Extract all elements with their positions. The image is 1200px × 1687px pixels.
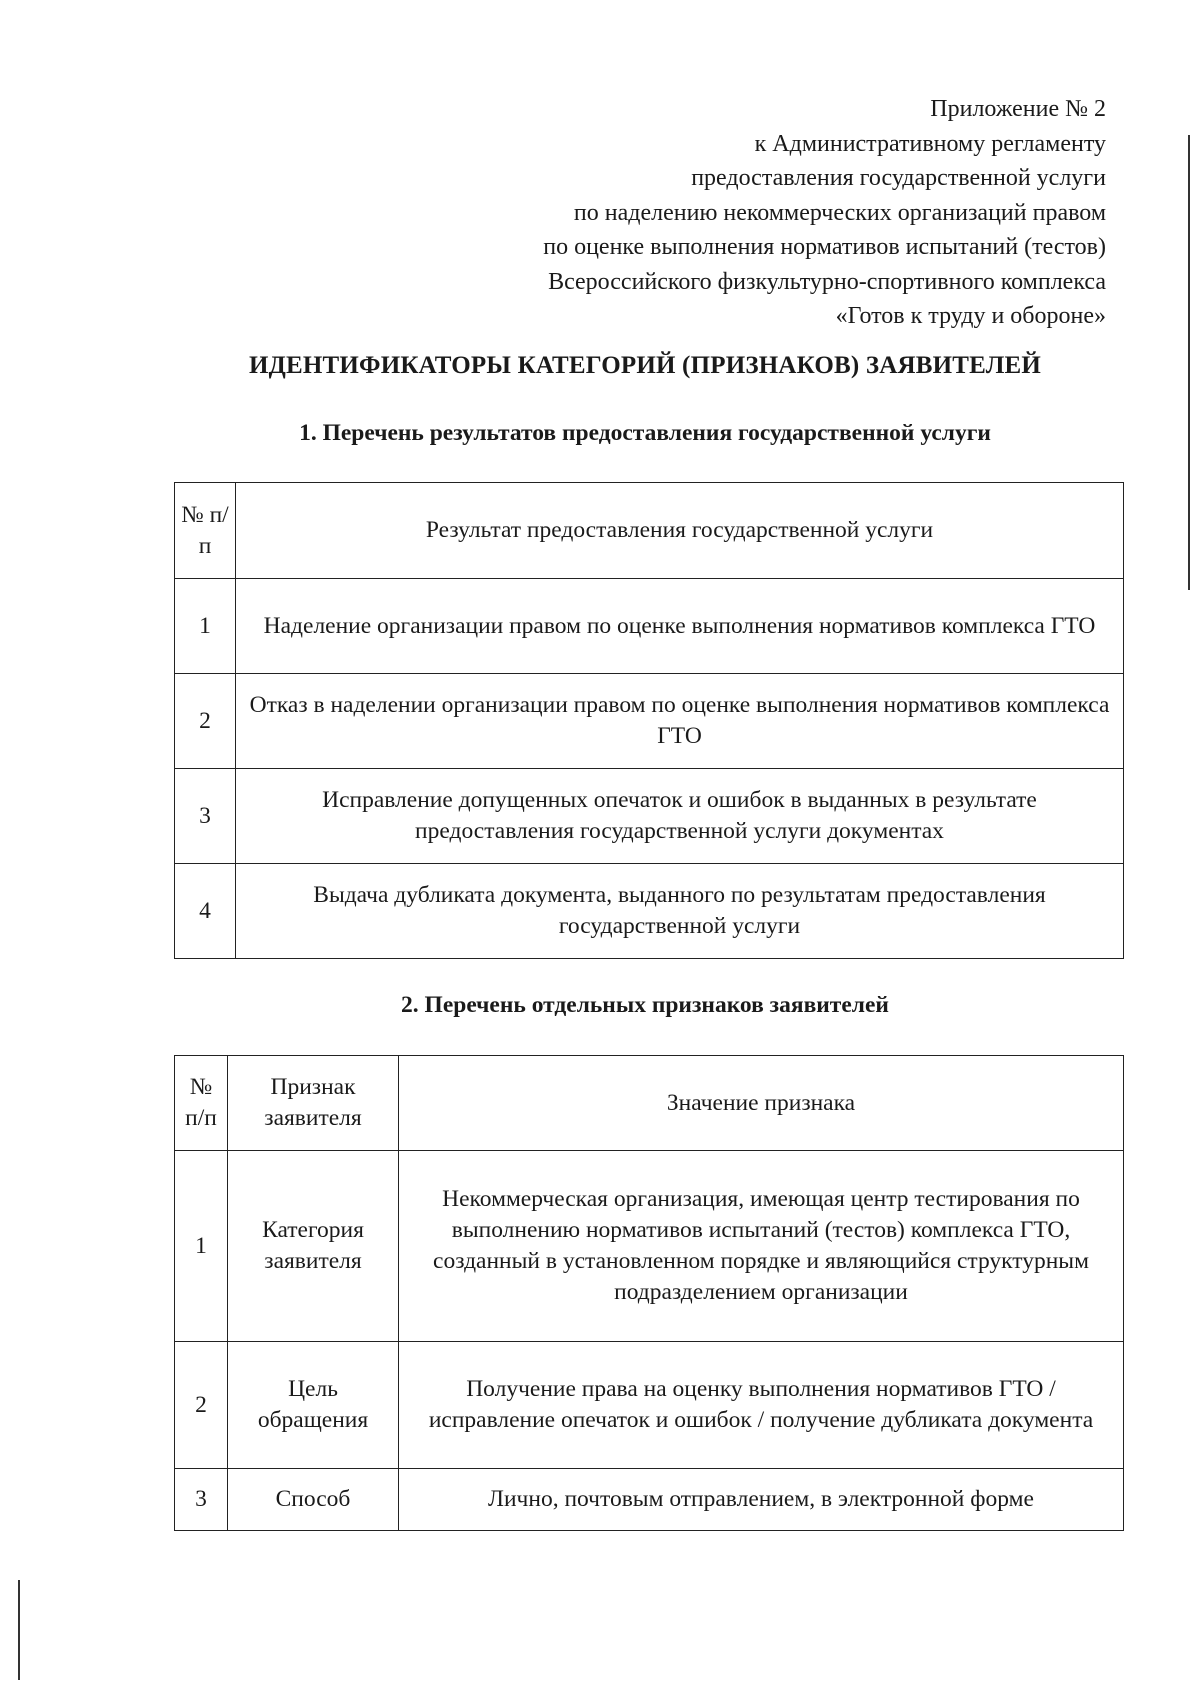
row-value: Некоммерческая организация, имеющая центр тестирования по выполнению нормативов испытаний (тестов) комплекса ГТО, созданный в установленном порядке и являющийся структурным подразделением организации [399,1151,1124,1342]
annex-line: Приложение № 2 [930,96,1106,122]
row-value: Лично, почтовым отправлением, в электронной форме [399,1469,1124,1531]
row-value: Получение права на оценку выполнения нормативов ГТО / исправление опечаток и ошибок / получение дубликата документа [399,1342,1124,1469]
row-result: Отказ в наделении организации правом по оценке выполнения нормативов комплекса ГТО [236,674,1124,769]
table-header-row [175,483,1124,579]
scan-edge-mark [1188,135,1190,590]
annex-line: по оценке выполнения нормативов испытаний (тестов) [543,234,1106,260]
annex-line: Всероссийского физкультурно-спортивного комплекса [548,268,1106,295]
section2-title: 2. Перечень отдельных признаков заявителей [401,992,889,1018]
row-result: Выдача дубликата документа, выданного по результатам предоставления государственной услуги [236,864,1124,959]
table-row [175,1342,1124,1469]
header-number: № п/п [175,483,236,579]
table-row [175,769,1124,864]
row-attribute: Цель обращения [228,1342,399,1469]
row-result: Наделение организации правом по оценке выполнения нормативов комплекса ГТО [236,579,1124,674]
table-row [175,674,1124,769]
table-row [175,1469,1124,1531]
row-attribute: Способ [228,1469,399,1531]
row-number: 2 [175,1342,228,1469]
annex-line: «Готов к труду и обороне» [835,303,1106,329]
header-number: № п/п [175,1056,228,1151]
row-number: 1 [175,1151,228,1342]
annex-line: предоставления государственной услуги [691,165,1106,191]
table-row [175,1151,1124,1342]
row-number: 2 [175,674,236,769]
table-row [175,579,1124,674]
header-attribute: Признак заявителя [228,1056,399,1151]
row-number: 4 [175,864,236,959]
row-number: 3 [175,1469,228,1531]
annex-line: к Административному регламенту [754,130,1106,157]
attributes-table [174,1055,1124,1531]
row-result: Исправление допущенных опечаток и ошибок в выданных в результате предоставления государственной услуги документах [236,769,1124,864]
header-result: Результат предоставления государственной услуги [236,483,1124,579]
header-value: Значение признака [399,1056,1124,1151]
document-title: ИДЕНТИФИКАТОРЫ КАТЕГОРИЙ (ПРИЗНАКОВ) ЗАЯВИТЕЛЕЙ [248,352,1042,379]
scan-edge-mark [18,1580,20,1680]
row-number: 1 [175,579,236,674]
annex-line: по наделению некоммерческих организаций правом [573,199,1106,226]
results-table [174,482,1124,959]
row-number: 3 [175,769,236,864]
section1-title: 1. Перечень результатов предоставления государственной услуги [299,420,991,446]
table-header-row [175,1056,1124,1151]
row-attribute: Категория заявителя [228,1151,399,1342]
annex-header [543,92,1106,334]
table-row [175,864,1124,959]
